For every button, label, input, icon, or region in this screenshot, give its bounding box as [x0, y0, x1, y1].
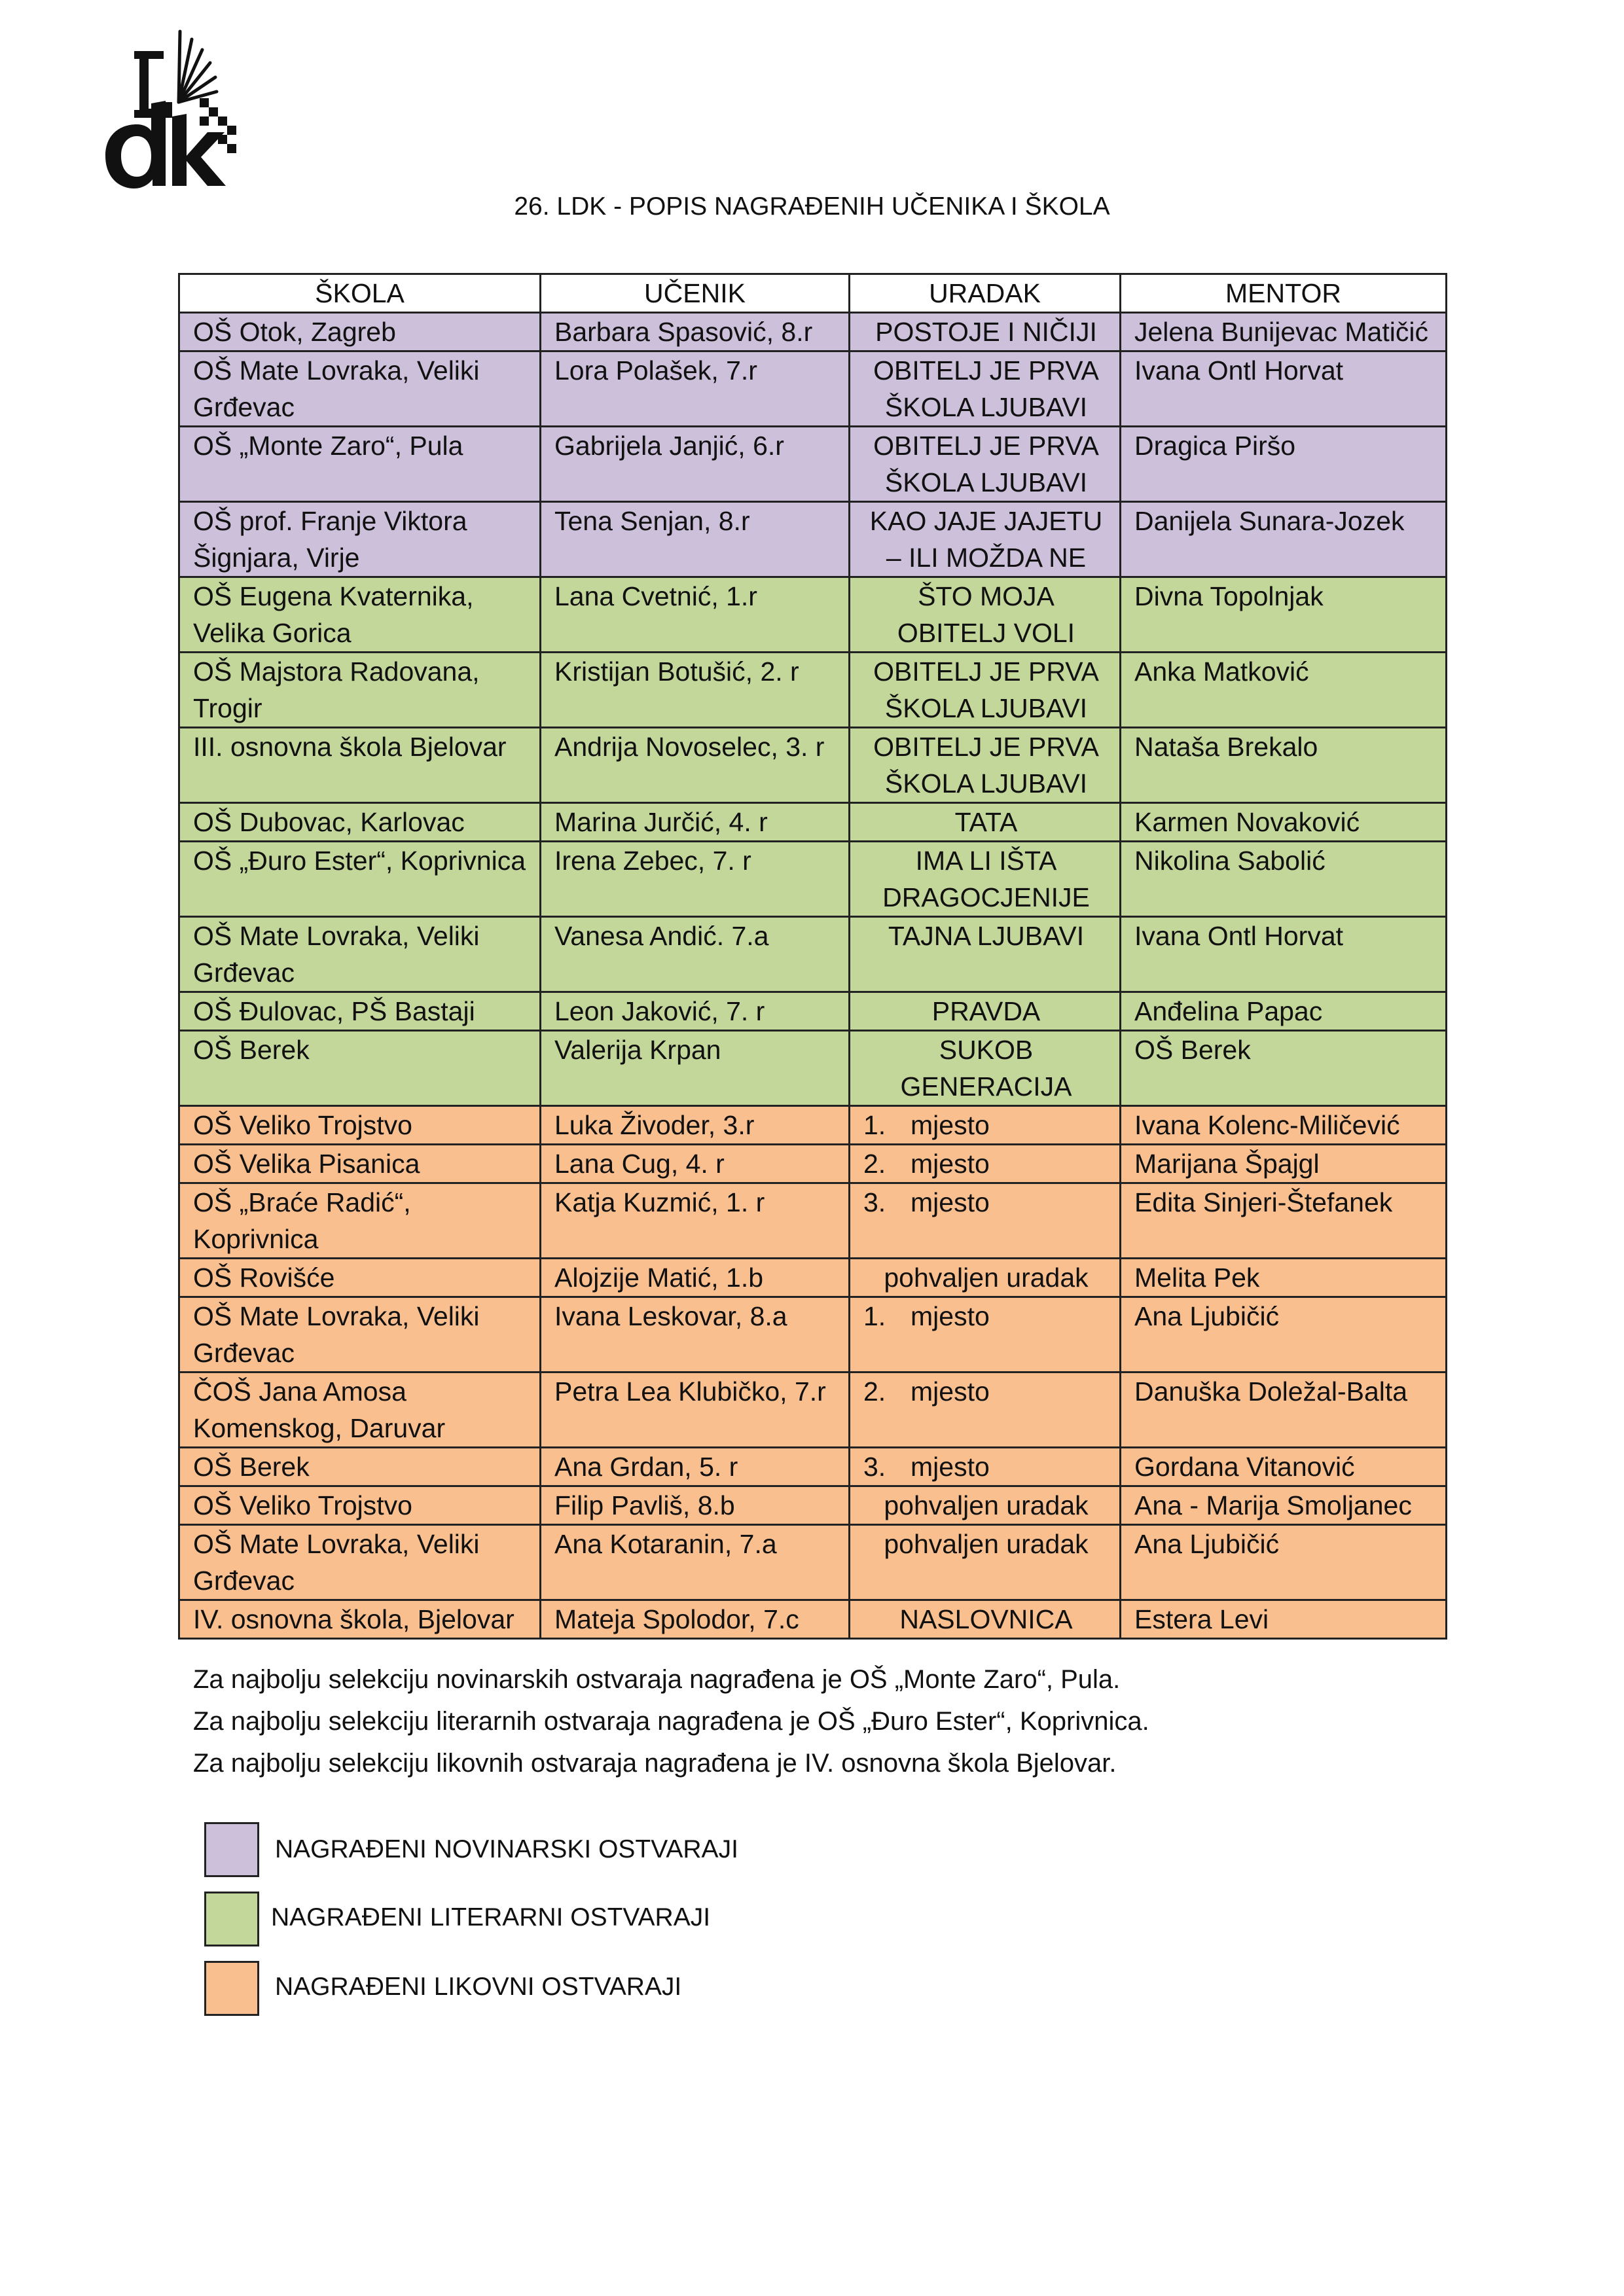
ldk-logo [101, 25, 242, 202]
cell-mentor: Edita Sinjeri-Štefanek [1121, 1183, 1447, 1259]
cell-school: OŠ Dubovac, Karlovac [179, 803, 541, 842]
cell-student: Leon Jaković, 7. r [541, 992, 850, 1031]
cell-student: Gabrijela Janjić, 6.r [541, 427, 850, 502]
place-number: 3. [863, 1452, 886, 1482]
cell-mentor: Jelena Bunijevac Matičić [1121, 313, 1447, 351]
cell-student: Ana Kotaranin, 7.a [541, 1525, 850, 1600]
cell-student: Tena Senjan, 8.r [541, 502, 850, 577]
cell-mentor: Melita Pek [1121, 1259, 1447, 1297]
table-row [179, 1486, 1447, 1525]
table-row [179, 1372, 1447, 1448]
cell-school: OŠ Eugena Kvaternika, Velika Gorica [179, 577, 541, 653]
legend-swatch-likovni [204, 1961, 259, 2016]
cell-school: OŠ Veliko Trojstvo [179, 1486, 541, 1525]
cell-mentor: Karmen Novaković [1121, 803, 1447, 842]
place-label: mjesto [911, 1301, 990, 1331]
cell-school: III. osnovna škola Bjelovar [179, 728, 541, 803]
awards-table [178, 273, 1447, 1640]
place-label: mjesto [911, 1149, 990, 1179]
cell-student: Petra Lea Klubičko, 7.r [541, 1372, 850, 1448]
cell-school: OŠ Mate Lovraka, Veliki Grđevac [179, 351, 541, 427]
cell-student: Filip Pavliš, 8.b [541, 1486, 850, 1525]
cell-mentor: Anđelina Papac [1121, 992, 1447, 1031]
cell-mentor: OŠ Berek [1121, 1031, 1447, 1106]
cell-work: OBITELJ JE PRVA ŠKOLA LJUBAVI [850, 351, 1121, 427]
cell-work [850, 1145, 1121, 1183]
cell-work: KAO JAJE JAJETU – ILI MOŽDA NE [850, 502, 1121, 577]
cell-school: OŠ Đulovac, PŠ Bastaji [179, 992, 541, 1031]
cell-mentor: Dragica Piršo [1121, 427, 1447, 502]
table-row [179, 803, 1447, 842]
header-work: URADAK [850, 274, 1121, 313]
cell-work: POSTOJE I NIČIJI [850, 313, 1121, 351]
document-title: 26. LDK - POPIS NAGRAĐENIH UČENIKA I ŠKOLA [514, 192, 1110, 221]
cell-work [850, 1183, 1121, 1259]
table-row [179, 427, 1447, 502]
place-label: mjesto [911, 1187, 990, 1217]
cell-student: Lana Cug, 4. r [541, 1145, 850, 1183]
table-header-row [179, 274, 1447, 313]
note-literarni: Za najbolju selekciju literarnih ostvaraja nagrađena je OŠ „Đuro Ester“, Koprivnica. [193, 1707, 1149, 1736]
cell-work: pohvaljen uradak [850, 1525, 1121, 1600]
legend-label-likovni: NAGRAĐENI LIKOVNI OSTVARAJI [275, 1973, 682, 2001]
note-novinarski: Za najbolju selekciju novinarskih ostvaraja nagrađena je OŠ „Monte Zaro“, Pula. [193, 1665, 1121, 1694]
cell-work: OBITELJ JE PRVA ŠKOLA LJUBAVI [850, 427, 1121, 502]
legend-label-literarni: NAGRAĐENI LITERARNI OSTVARAJI [271, 1903, 711, 1931]
cell-work: TATA [850, 803, 1121, 842]
cell-student: Andrija Novoselec, 3. r [541, 728, 850, 803]
cell-school: IV. osnovna škola, Bjelovar [179, 1600, 541, 1639]
cell-mentor: Nikolina Sabolić [1121, 842, 1447, 917]
cell-work: pohvaljen uradak [850, 1259, 1121, 1297]
cell-school: OŠ Rovišće [179, 1259, 541, 1297]
cell-mentor: Marijana Špajgl [1121, 1145, 1447, 1183]
cell-mentor: Danijela Sunara-Jozek [1121, 502, 1447, 577]
table-row [179, 728, 1447, 803]
cell-work: OBITELJ JE PRVA ŠKOLA LJUBAVI [850, 728, 1121, 803]
table-row [179, 1259, 1447, 1297]
cell-school: OŠ „Braće Radić“, Koprivnica [179, 1183, 541, 1259]
table-row [179, 1145, 1447, 1183]
cell-school: OŠ prof. Franje Viktora Šignjara, Virje [179, 502, 541, 577]
cell-student: Valerija Krpan [541, 1031, 850, 1106]
table-row [179, 992, 1447, 1031]
cell-work: ŠTO MOJA OBITELJ VOLI [850, 577, 1121, 653]
place-label: mjesto [911, 1376, 990, 1407]
cell-school: ČOŠ Jana Amosa Komenskog, Daruvar [179, 1372, 541, 1448]
table-row [179, 1525, 1447, 1600]
note-likovni: Za najbolju selekciju likovnih ostvaraja nagrađena je IV. osnovna škola Bjelovar. [193, 1749, 1117, 1778]
cell-mentor: Ivana Ontl Horvat [1121, 917, 1447, 992]
cell-school: OŠ Mate Lovraka, Veliki Grđevac [179, 917, 541, 992]
table-row [179, 1106, 1447, 1145]
cell-work [850, 1372, 1121, 1448]
table-row [179, 653, 1447, 728]
place-number: 1. [863, 1110, 886, 1140]
place-number: 1. [863, 1301, 886, 1331]
header-student: UČENIK [541, 274, 850, 313]
award-notes [193, 1659, 1149, 1784]
cell-mentor: Estera Levi [1121, 1600, 1447, 1639]
table-row [179, 1297, 1447, 1372]
cell-school: OŠ Majstora Radovana, Trogir [179, 653, 541, 728]
table-row [179, 577, 1447, 653]
cell-school: OŠ Velika Pisanica [179, 1145, 541, 1183]
cell-work: PRAVDA [850, 992, 1121, 1031]
place-label: mjesto [911, 1452, 990, 1482]
cell-work: IMA LI IŠTA DRAGOCJENIJE [850, 842, 1121, 917]
table-row [179, 502, 1447, 577]
table-row [179, 917, 1447, 992]
cell-mentor: Ivana Ontl Horvat [1121, 351, 1447, 427]
table-row [179, 313, 1447, 351]
cell-school: OŠ Veliko Trojstvo [179, 1106, 541, 1145]
place-number: 3. [863, 1187, 886, 1217]
cell-work [850, 1448, 1121, 1486]
cell-school: OŠ Berek [179, 1031, 541, 1106]
cell-mentor: Danuška Doležal-Balta [1121, 1372, 1447, 1448]
cell-school: OŠ Mate Lovraka, Veliki Grđevac [179, 1297, 541, 1372]
cell-student: Marina Jurčić, 4. r [541, 803, 850, 842]
cell-mentor: Ana Ljubičić [1121, 1525, 1447, 1600]
header-mentor: MENTOR [1121, 274, 1447, 313]
cell-school: OŠ Berek [179, 1448, 541, 1486]
cell-work: NASLOVNICA [850, 1600, 1121, 1639]
cell-work [850, 1297, 1121, 1372]
table-row [179, 1183, 1447, 1259]
cell-school: OŠ „Đuro Ester“, Koprivnica [179, 842, 541, 917]
cell-student: Luka Živoder, 3.r [541, 1106, 850, 1145]
cell-student: Lana Cvetnić, 1.r [541, 577, 850, 653]
cell-student: Lora Polašek, 7.r [541, 351, 850, 427]
table-row [179, 1448, 1447, 1486]
cell-work: OBITELJ JE PRVA ŠKOLA LJUBAVI [850, 653, 1121, 728]
legend-swatch-literarni [204, 1892, 259, 1946]
awards-table-body [179, 313, 1447, 1639]
cell-work [850, 1106, 1121, 1145]
place-number: 2. [863, 1376, 886, 1407]
cell-student: Vanesa Andić. 7.a [541, 917, 850, 992]
cell-mentor: Anka Matković [1121, 653, 1447, 728]
cell-student: Ivana Leskovar, 8.a [541, 1297, 850, 1372]
place-label: mjesto [911, 1110, 990, 1140]
cell-work: pohvaljen uradak [850, 1486, 1121, 1525]
cell-mentor: Nataša Brekalo [1121, 728, 1447, 803]
cell-mentor: Ivana Kolenc-Miličević [1121, 1106, 1447, 1145]
cell-student: Irena Zebec, 7. r [541, 842, 850, 917]
cell-student: Katja Kuzmić, 1. r [541, 1183, 850, 1259]
table-row [179, 1600, 1447, 1639]
table-row [179, 1031, 1447, 1106]
cell-work: SUKOB GENERACIJA [850, 1031, 1121, 1106]
table-row [179, 351, 1447, 427]
cell-work: TAJNA LJUBAVI [850, 917, 1121, 992]
cell-student: Alojzije Matić, 1.b [541, 1259, 850, 1297]
place-number: 2. [863, 1149, 886, 1179]
cell-mentor: Ana - Marija Smoljanec [1121, 1486, 1447, 1525]
cell-student: Mateja Spolodor, 7.c [541, 1600, 850, 1639]
cell-student: Ana Grdan, 5. r [541, 1448, 850, 1486]
legend-swatch-novinarski [204, 1822, 259, 1877]
cell-school: OŠ Mate Lovraka, Veliki Grđevac [179, 1525, 541, 1600]
header-school: ŠKOLA [179, 274, 541, 313]
cell-school: OŠ „Monte Zaro“, Pula [179, 427, 541, 502]
table-row [179, 842, 1447, 917]
cell-school: OŠ Otok, Zagreb [179, 313, 541, 351]
legend-label-novinarski: NAGRAĐENI NOVINARSKI OSTVARAJI [275, 1835, 738, 1863]
cell-student: Barbara Spasović, 8.r [541, 313, 850, 351]
cell-mentor: Ana Ljubičić [1121, 1297, 1447, 1372]
cell-mentor: Gordana Vitanović [1121, 1448, 1447, 1486]
cell-mentor: Divna Topolnjak [1121, 577, 1447, 653]
cell-student: Kristijan Botušić, 2. r [541, 653, 850, 728]
